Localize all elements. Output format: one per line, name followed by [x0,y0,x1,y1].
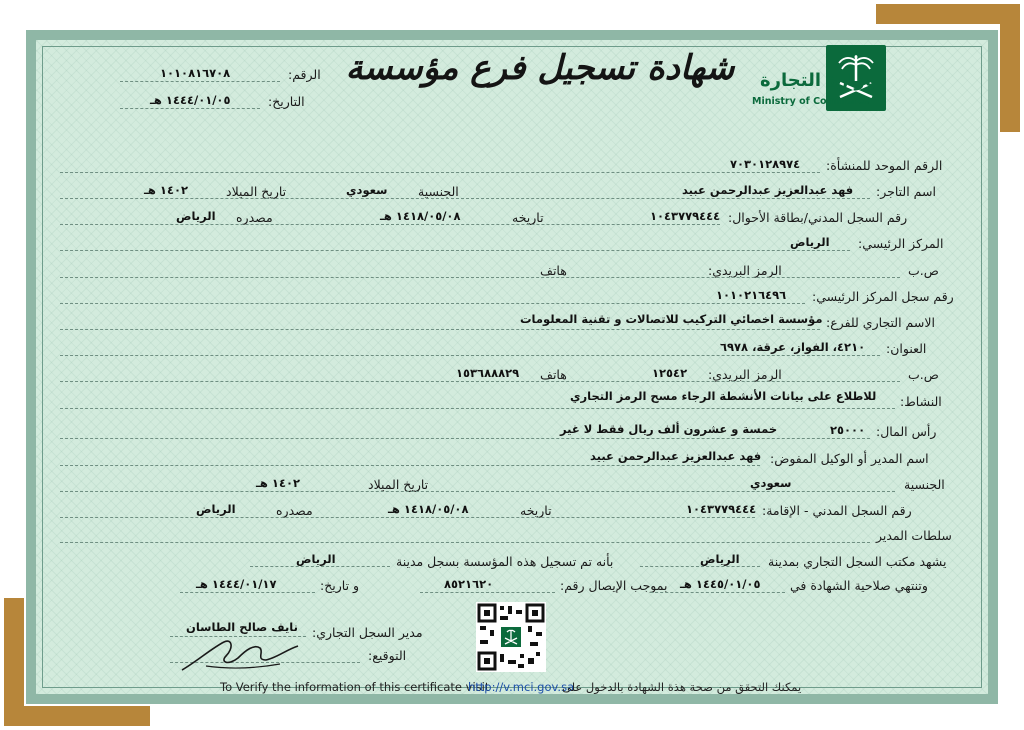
number-label: الرقم: [288,67,321,82]
main-cr-label: رقم سجل المركز الرئيسي: [812,289,954,304]
merchant-label: اسم التاجر: [876,184,936,199]
verify-text-ar: يمكنك التحقق من صحة هذة الشهادة بالدخول على [562,680,802,694]
cert-city2: الرياض [296,552,336,566]
qr-code [476,602,546,672]
unified-no-label: الرقم الموحد للمنشأة: [826,158,943,173]
manager-civil-date-label: تاريخه [520,503,552,518]
address-value: ٤٢١٠، الفواز، عرقة، ٦٩٧٨ [720,340,866,354]
manager-nationality-value: سعودي [750,476,792,490]
manager-civil-label: رقم السجل المدني - الإقامة: [762,503,912,518]
birth-value: ١٤٠٢ هـ [144,183,188,197]
capital-words-value: خمسة و عشرون ألف ريال فقط لا غير [560,422,778,436]
certificate-title: شهادة تسجيل فرع مؤسسة [345,48,735,88]
nationality-label: الجنسية [418,184,459,199]
accent-top-right-horizontal [876,4,1020,24]
handwritten-signature [176,630,306,676]
ministry-name-en: Ministry of Commerce [752,96,870,107]
unified-no-value: ٧٠٣٠١٢٨٩٧٤ [730,157,801,171]
director-name: نايف صالح الطاسان [186,620,298,634]
director-label: مدير السجل التجاري: [312,625,423,640]
civil-value: ١٠٤٣٧٧٩٤٤٤ [650,209,721,223]
branch-phone-value: ١٥٣٦٨٨٨٢٩ [456,366,520,380]
activity-value: للاطلاع على بيانات الأنشطة الرجاء مسح الرمز التجاري [570,389,877,403]
phone-label: هاتف [540,263,567,278]
date-value: ١٤٤٤/٠١/٠٥ هـ [150,93,231,107]
capital-label: رأس المال: [876,424,937,439]
branch-postal-label: الرمز البريدي: [708,367,782,382]
address-label: العنوان: [886,341,927,356]
branch-postal-value: ١٢٥٤٢ [652,366,688,380]
nationality-value: سعودي [346,183,388,197]
manager-civil-value: ١٠٤٣٧٧٩٤٤٤ [686,502,757,516]
authority-label: سلطات المدير [876,528,952,543]
accent-bottom-left-horizontal [4,706,150,726]
civil-date-value: ١٤١٨/٠٥/٠٨ هـ [380,209,461,223]
cert-line2-a: وتنتهي صلاحية الشهادة في [790,578,928,593]
main-center-label: المركز الرئيسي: [858,236,944,251]
capital-number-value: ٢٥٠٠٠ [830,423,866,437]
number-value: ١٠١٠٨١٦٧٠٨ [160,66,231,80]
manager-birth-label: تاريخ الميلاد [368,477,429,492]
manager-civil-date-value: ١٤١٨/٠٥/٠٨ هـ [388,502,469,516]
source-value: الرياض [176,209,216,223]
cert-expiry: ١٤٤٥/٠١/٠٥ هـ [680,577,761,591]
branch-pobox-label: ص.ب [908,367,939,382]
cert-line2-c: و تاريخ: [320,578,360,593]
cert-line2-b: بموجب الإيصال رقم: [560,578,668,593]
verify-text-en: To Verify the information of this certificate visit [220,680,490,694]
cert-city1: الرياض [700,552,740,566]
manager-source-value: الرياض [196,502,236,516]
pobox-label: ص.ب [908,263,939,278]
cert-line1-a: يشهد مكتب السجل التجاري بمدينة [768,554,947,569]
civil-label: رقم السجل المدني/بطاقة الأحوال: [728,210,908,225]
manager-nationality-label: الجنسية [904,477,945,492]
cert-receipt-date: ١٤٤٤/٠١/١٧ هـ [196,577,277,591]
cert-line1-b: بأنه تم تسجيل هذه المؤسسة بسجل مدينة [396,554,614,569]
birth-label: تاريخ الميلاد [226,184,287,199]
branch-name-value: مؤسسة اخصائي التركيب للاتصالات و تقنية المعلومات [520,312,823,326]
manager-value: فهد عبدالعزيز عبدالرحمن عبيد [590,449,762,463]
main-center-value: الرياض [790,235,830,249]
manager-source-label: مصدره [276,503,313,518]
postal-label: الرمز البريدي: [708,263,782,278]
date-label: التاريخ: [268,94,305,109]
civil-date-label: تاريخه [512,210,544,225]
main-cr-value: ١٠١٠٢١٦٤٩٦ [716,288,787,302]
merchant-value: فهد عبدالعزيز عبدالرحمن عبيد [682,183,854,197]
sign-label: التوقيع: [368,648,407,663]
manager-label: اسم المدير أو الوكيل المفوض: [770,451,929,466]
ministry-name-ar: وزارة التجارة [760,70,876,91]
source-label: مصدره [236,210,273,225]
branch-name-label: الاسم التجاري للفرع: [826,315,935,330]
manager-birth-value: ١٤٠٢ هـ [256,476,300,490]
verify-link[interactable]: http://v.mci.gov.sa [468,680,575,694]
activity-label: النشاط: [900,394,942,409]
cert-receipt: ٨٥٢١٦٢٠ [444,577,494,591]
branch-phone-label: هاتف [540,367,567,382]
